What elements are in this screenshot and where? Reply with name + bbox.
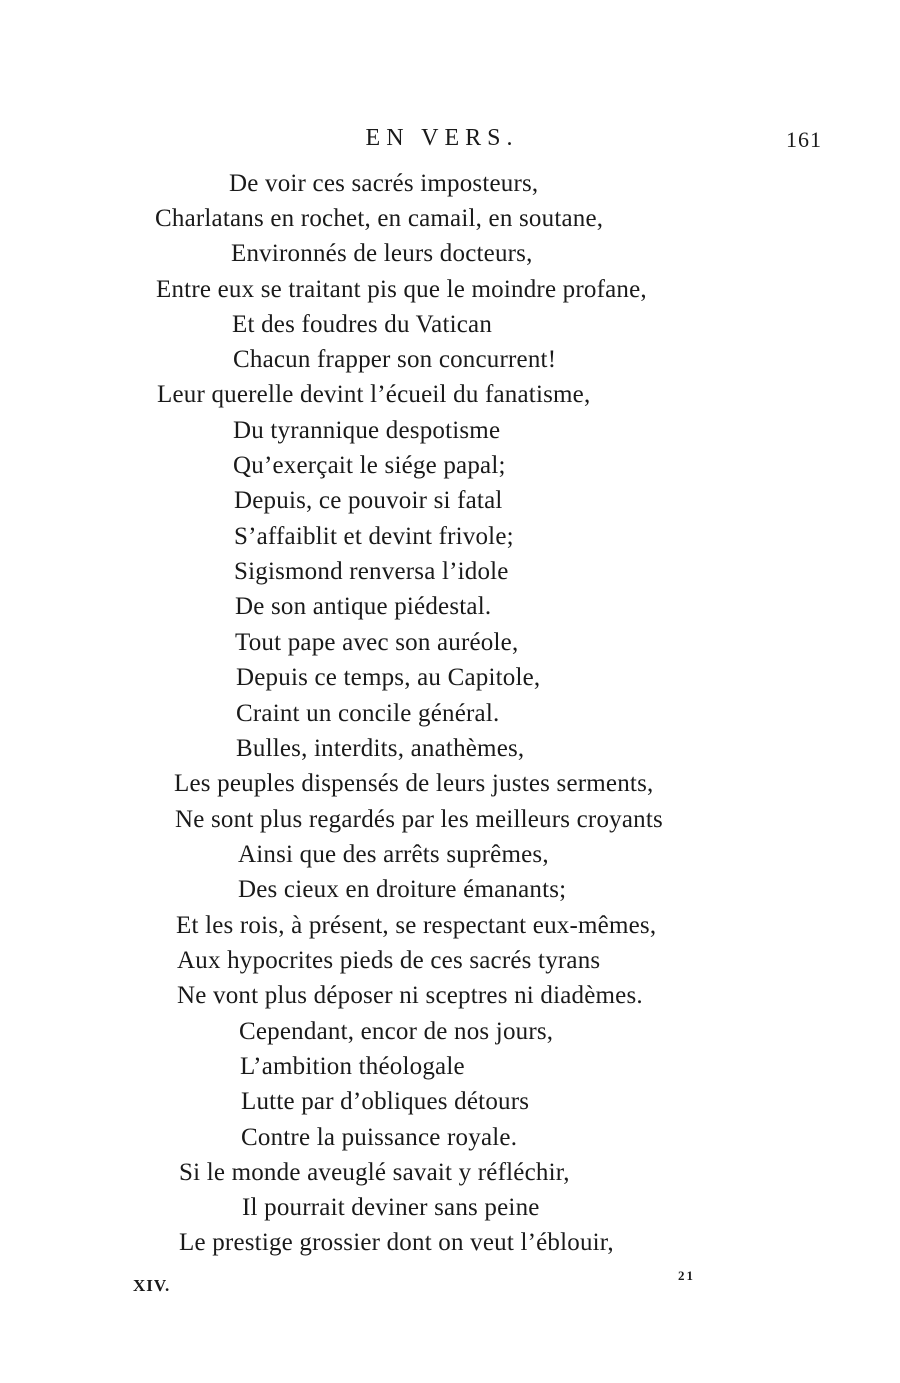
poem-line: Il pourrait deviner sans peine [242, 1194, 540, 1221]
poem-line: Ne vont plus déposer ni sceptres ni diadèmes. [177, 982, 643, 1009]
signature-mark: XIV. [133, 1276, 171, 1295]
poem-line: De voir ces sacrés imposteurs, [229, 170, 539, 197]
poem-line: Aux hypocrites pieds de ces sacrés tyrans [177, 947, 601, 974]
poem-line: Charlatans en rochet, en camail, en soutane, [155, 205, 604, 232]
poem-line: Contre la puissance royale. [241, 1124, 518, 1151]
poem-line: De son antique piédestal. [235, 593, 492, 620]
poem-line: Tout pape avec son auréole, [235, 629, 519, 656]
poem-line: Depuis, ce pouvoir si fatal [234, 487, 503, 514]
poem-line: Cependant, encor de nos jours, [239, 1018, 554, 1045]
poem-line: Craint un concile général. [236, 700, 500, 727]
poem-line: Sigismond renversa l’idole [234, 558, 509, 585]
running-head-title: EN VERS. [365, 125, 519, 151]
poem-line: Environnés de leurs docteurs, [231, 240, 533, 267]
sheet-number: 21 [678, 1268, 695, 1283]
poem-line: Leur querelle devint l’écueil du fanatisme, [157, 381, 591, 408]
poem-line: L’ambition théologale [240, 1053, 465, 1080]
poem-line: Si le monde aveuglé savait y réfléchir, [179, 1159, 570, 1186]
poem-line: Qu’exerçait le siége papal; [233, 452, 506, 479]
poem-line: Des cieux en droiture émanants; [238, 876, 567, 903]
poem-line: Lutte par d’obliques détours [241, 1088, 530, 1115]
poem-line: Bulles, interdits, anathèmes, [236, 735, 525, 762]
poem-line: Du tyrannique despotisme [233, 417, 501, 444]
poem-line: Ne sont plus regardés par les meilleurs croyants [175, 806, 663, 833]
poem-line: Chacun frapper son concurrent! [233, 346, 557, 373]
poem-line: Les peuples dispensés de leurs justes serments, [174, 770, 654, 797]
poem-line: Le prestige grossier dont on veut l’éblouir, [179, 1229, 614, 1256]
poem-line: Et des foudres du Vatican [232, 311, 493, 338]
poem-line: Entre eux se traitant pis que le moindre profane, [156, 276, 647, 303]
poem-line: Ainsi que des arrêts suprêmes, [238, 841, 549, 868]
page-number: 161 [786, 127, 822, 152]
poem-line: Depuis ce temps, au Capitole, [236, 664, 541, 691]
poem-line: Et les rois, à présent, se respectant eux-mêmes, [176, 912, 657, 939]
poem-line: S’affaiblit et devint frivole; [234, 523, 514, 550]
